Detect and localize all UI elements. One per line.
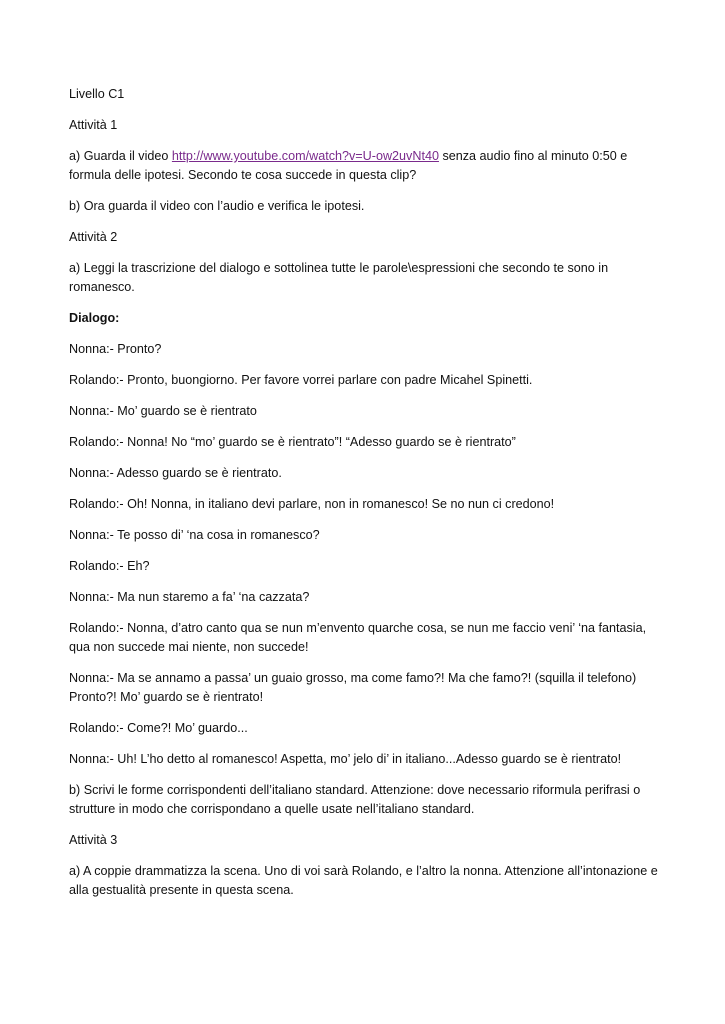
activity1-b: b) Ora guarda il video con l’audio e verifica le ipotesi.: [69, 199, 365, 213]
dialogue-line: Rolando:- Nonna, d’atro canto qua se nun m’envento quarche cosa, se nun me faccio veni’ ‘na fantasia, qua non succede mai niente, non succede!: [69, 621, 647, 654]
activity2-heading: Attività 2: [69, 230, 118, 244]
document-page: [69, 85, 659, 912]
dialogue-line: Rolando:- Nonna! No “mo’ guardo se è rientrato”! “Adesso guardo se è rientrato”: [69, 435, 516, 449]
dialogue-line: Rolando:- Oh! Nonna, in italiano devi parlare, non in romanesco! Se no nun ci credono!: [69, 497, 555, 511]
activity3-a: a) A coppie drammatizza la scena. Uno di voi sarà Rolando, e l’altro la nonna. Attenzione all’intonazione e alla gestualità presente in questa scena.: [69, 864, 658, 897]
dialogue-line: Rolando:- Eh?: [69, 559, 150, 573]
activity1-a-suffix: senza audio fino al minuto 0:50 e formula delle ipotesi. Secondo te cosa succede in questa clip?: [69, 149, 628, 182]
video-link[interactable]: http://www.youtube.com/watch?v=U-ow2uvNt40: [171, 149, 439, 163]
dialogue-line: Nonna:- Ma nun staremo a fa’ ‘na cazzata?: [69, 590, 310, 604]
activity1-a: [69, 147, 659, 185]
dialogue-heading: Dialogo:: [69, 311, 120, 325]
dialogue-line: Nonna:- Ma se annamo a passa’ un guaio grosso, ma come famo?! Ma che famo?! (squilla il telefono) Pronto?! Mo’ guardo se è rientrato!: [69, 671, 637, 704]
activity3-heading: Attività 3: [69, 833, 118, 847]
dialogue-line: Nonna:- Te posso di’ ‘na cosa in romanesco?: [69, 528, 320, 542]
dialogue-line: Rolando:- Come?! Mo’ guardo...: [69, 721, 248, 735]
activity1-heading: Attività 1: [69, 118, 118, 132]
dialogue-line: Nonna:- Pronto?: [69, 342, 162, 356]
activity2-b: b) Scrivi le forme corrispondenti dell’italiano standard. Attenzione: dove necessario riformula perifrasi o strutture in modo che corrispondano a quelle usate nell’italiano standard.: [69, 783, 641, 816]
dialogue-line: Rolando:- Pronto, buongiorno. Per favore vorrei parlare con padre Micahel Spinetti.: [69, 373, 533, 387]
dialogue-line: Nonna:- Uh! L’ho detto al romanesco! Aspetta, mo’ jelo di’ in italiano...Adesso guardo se è rientrato!: [69, 752, 622, 766]
activity2-a: a) Leggi la trascrizione del dialogo e sottolinea tutte le parole\espressioni che secondo te sono in romanesco.: [69, 261, 609, 294]
level-label: Livello C1: [69, 87, 125, 101]
activity1-a-prefix: a) Guarda il video: [69, 149, 172, 163]
dialogue-line: Nonna:- Mo’ guardo se è rientrato: [69, 404, 257, 418]
dialogue-line: Nonna:- Adesso guardo se è rientrato.: [69, 466, 282, 480]
